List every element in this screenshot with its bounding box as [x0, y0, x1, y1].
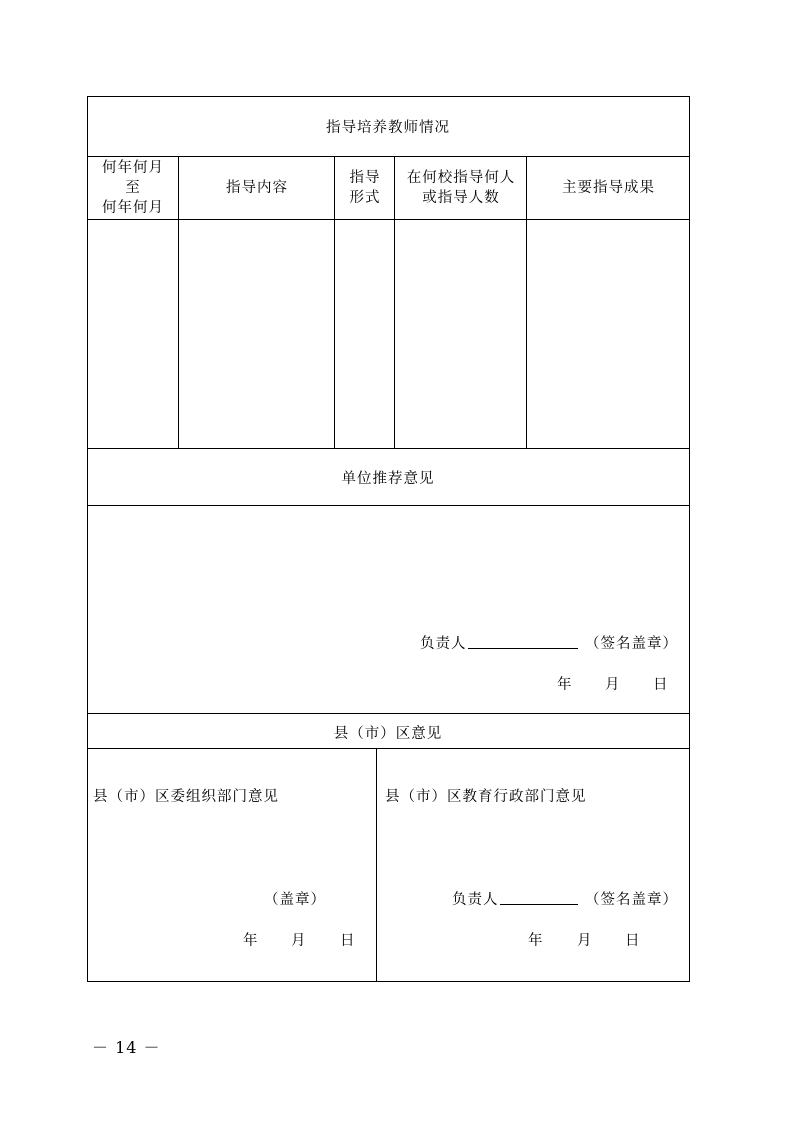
- county-edu-dept-title: 县（市）区教育行政部门意见: [385, 789, 587, 805]
- unit-responsible-label: 负责人: [420, 636, 467, 652]
- county-org-date-month: 月: [291, 933, 307, 949]
- divider-unit-title: [87, 505, 690, 506]
- border-right: [689, 96, 690, 982]
- header-content: 指导内容: [226, 180, 288, 196]
- header-period: 何年何月 至 何年何月: [102, 160, 164, 216]
- unit-sign-note: （签名盖章）: [585, 636, 678, 652]
- county-edu-responsible-label: 负责人: [452, 892, 499, 908]
- county-edu-date-year: 年: [528, 933, 544, 949]
- page-number: － 14 －: [92, 1038, 161, 1057]
- county-org-date-year: 年: [243, 933, 259, 949]
- border-left: [87, 96, 88, 982]
- divider-table-bottom: [87, 448, 690, 449]
- county-edu-date-month: 月: [577, 933, 593, 949]
- border-bottom: [87, 981, 690, 982]
- header-school-persons: 在何校指导何人 或指导人数: [406, 170, 516, 206]
- border-top: [87, 96, 690, 97]
- unit-date-month: 月: [605, 677, 621, 693]
- county-edu-sign-note: （签名盖章）: [585, 892, 678, 908]
- county-split-divider: [376, 748, 377, 982]
- county-org-dept-title: 县（市）区委组织部门意见: [93, 789, 279, 805]
- county-edu-date-day: 日: [625, 933, 641, 949]
- divider-county-title: [87, 748, 690, 749]
- section-title-unit-recommendation: 单位推荐意见: [341, 471, 435, 487]
- section-title-county-opinion: 县（市）区意见: [333, 726, 443, 742]
- unit-date-day: 日: [653, 677, 669, 693]
- header-form: 指导 形式: [349, 170, 381, 206]
- county-edu-signature-line[interactable]: [500, 890, 578, 905]
- unit-signature-line[interactable]: [468, 634, 578, 649]
- county-org-seal-note: （盖章）: [264, 892, 326, 908]
- recommendation-form: [87, 96, 690, 982]
- divider-unit-body: [87, 713, 690, 714]
- county-org-date-day: 日: [340, 933, 356, 949]
- header-achievements: 主要指导成果: [562, 180, 655, 196]
- section-title-teacher-guidance: 指导培养教师情况: [326, 120, 450, 136]
- unit-date-year: 年: [557, 677, 573, 693]
